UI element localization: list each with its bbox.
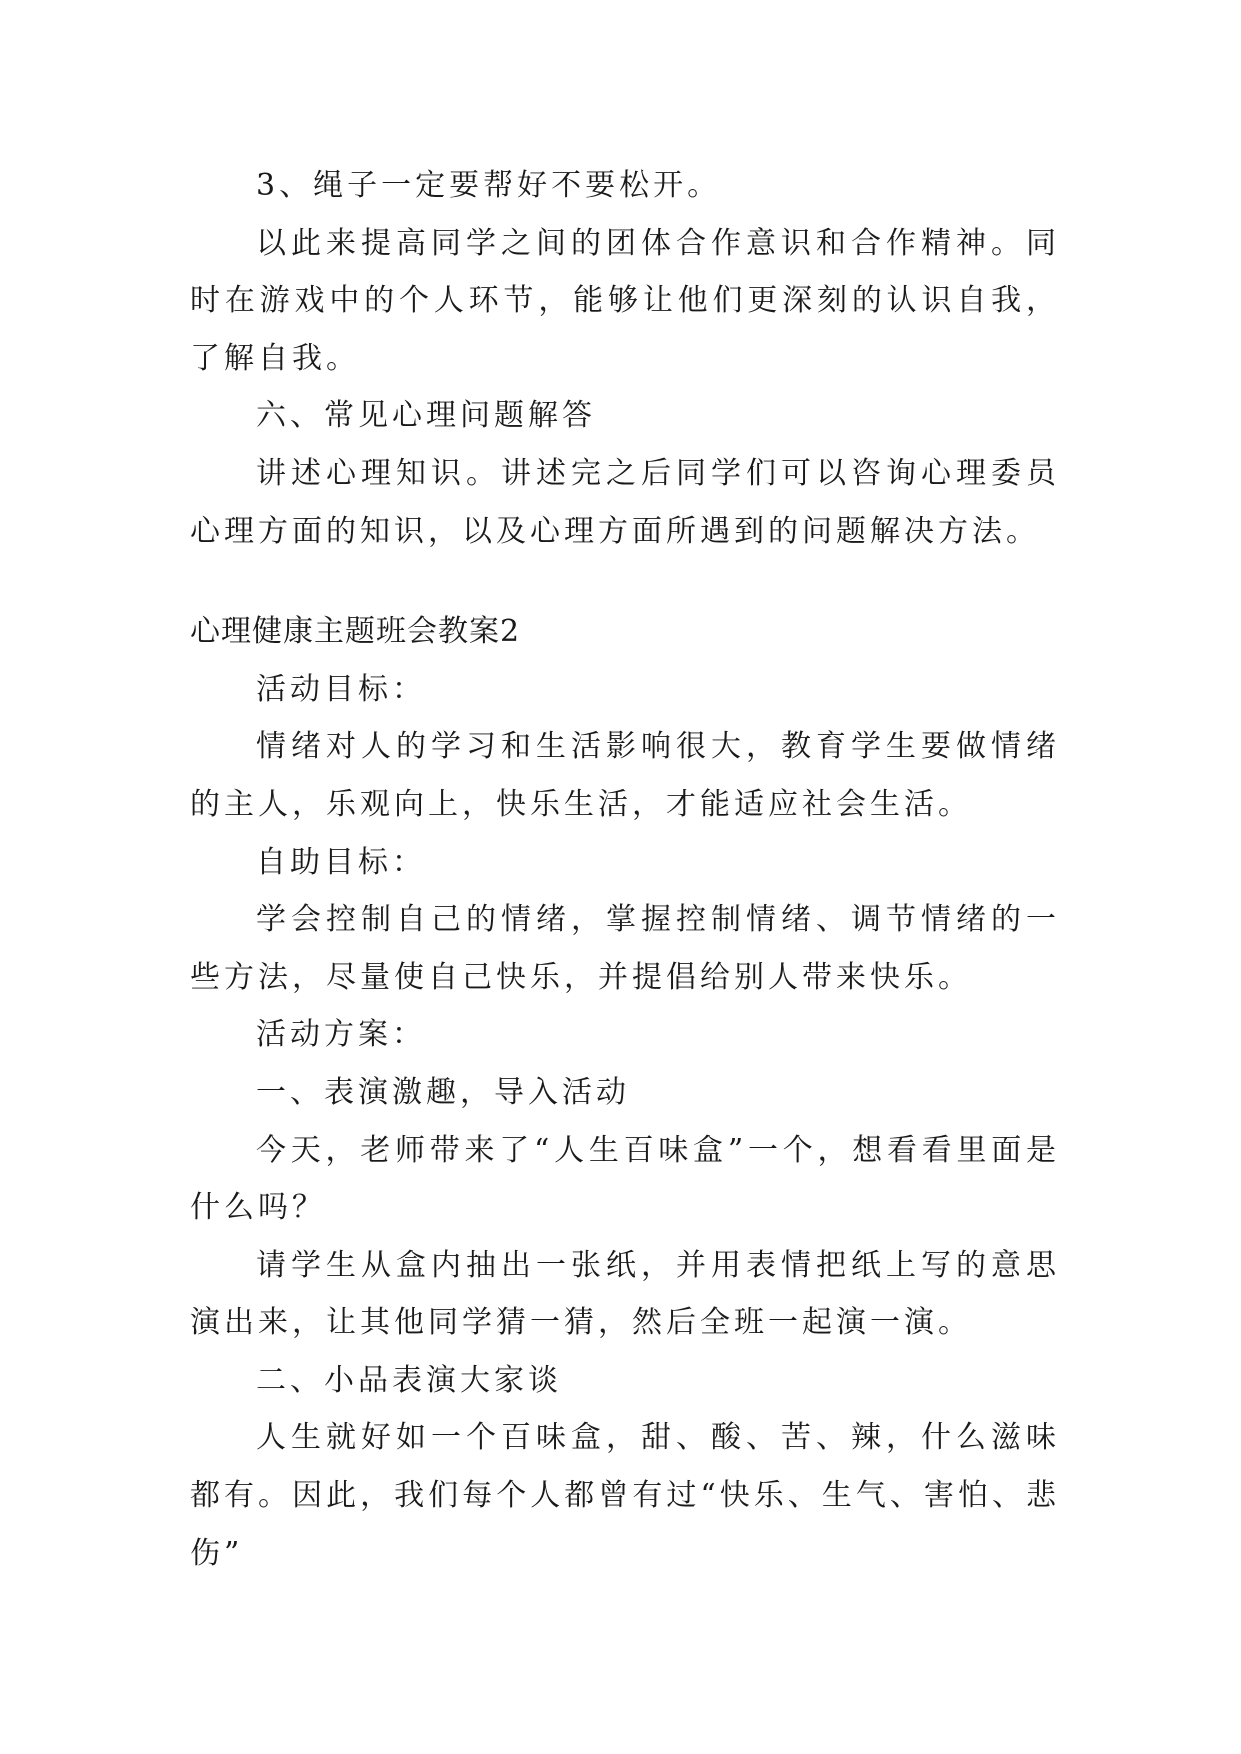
heading-step-two: 二、小品表演大家谈 [256,1362,562,1398]
paragraph-life-flavors: 人生就好如一个百味盒，甜、酸、苦、辣，什么滋味都有。因此，我们每个人都曾有过“快乐、生气、害怕、悲伤” [190,1420,1060,1571]
heading-activity-goal: 活动目标： [256,671,426,707]
heading-self-help-goal: 自助目标： [256,844,426,880]
paragraph-control-emotion: 学会控制自己的情绪，掌握控制情绪、调节情绪的一些方法，尽量使自己快乐，并提倡给别人带来快乐。 [190,902,1060,995]
section-gap [190,560,1060,603]
paragraph-draw-paper: 请学生从盒内抽出一张纸，并用表情把纸上写的意思演出来，让其他同学猜一猜，然后全班一起演一演。 [190,1247,1060,1341]
heading-step-one: 一、表演激趣，导入活动 [256,1074,630,1110]
section-title: 心理健康主题班会教案2 [190,614,521,650]
heading-faq: 六、常见心理问题解答 [256,398,596,434]
heading-activity-plan: 活动方案： [256,1017,426,1053]
paragraph-teamwork: 以此来提高同学之间的团体合作意识和合作精神。同时在游戏中的个人环节，能够让他们更深刻的认识自我，了解自我。 [190,225,1060,376]
document-body [190,157,1060,1582]
paragraph-knowledge: 讲述心理知识。讲述完之后同学们可以咨询心理委员心理方面的知识，以及心理方面所遇到的问题解决方法。 [190,455,1060,549]
paragraph-emotion-impact: 情绪对人的学习和生活影响很大，教育学生要做情绪的主人，乐观向上，快乐生活，才能适应社会生活。 [190,729,1060,822]
paragraph-flavor-box: 今天，老师带来了“人生百味盒”一个，想看看里面是什么吗？ [190,1132,1060,1226]
paragraph-rope-rule: 3、绳子一定要帮好不要松开。 [256,168,722,203]
